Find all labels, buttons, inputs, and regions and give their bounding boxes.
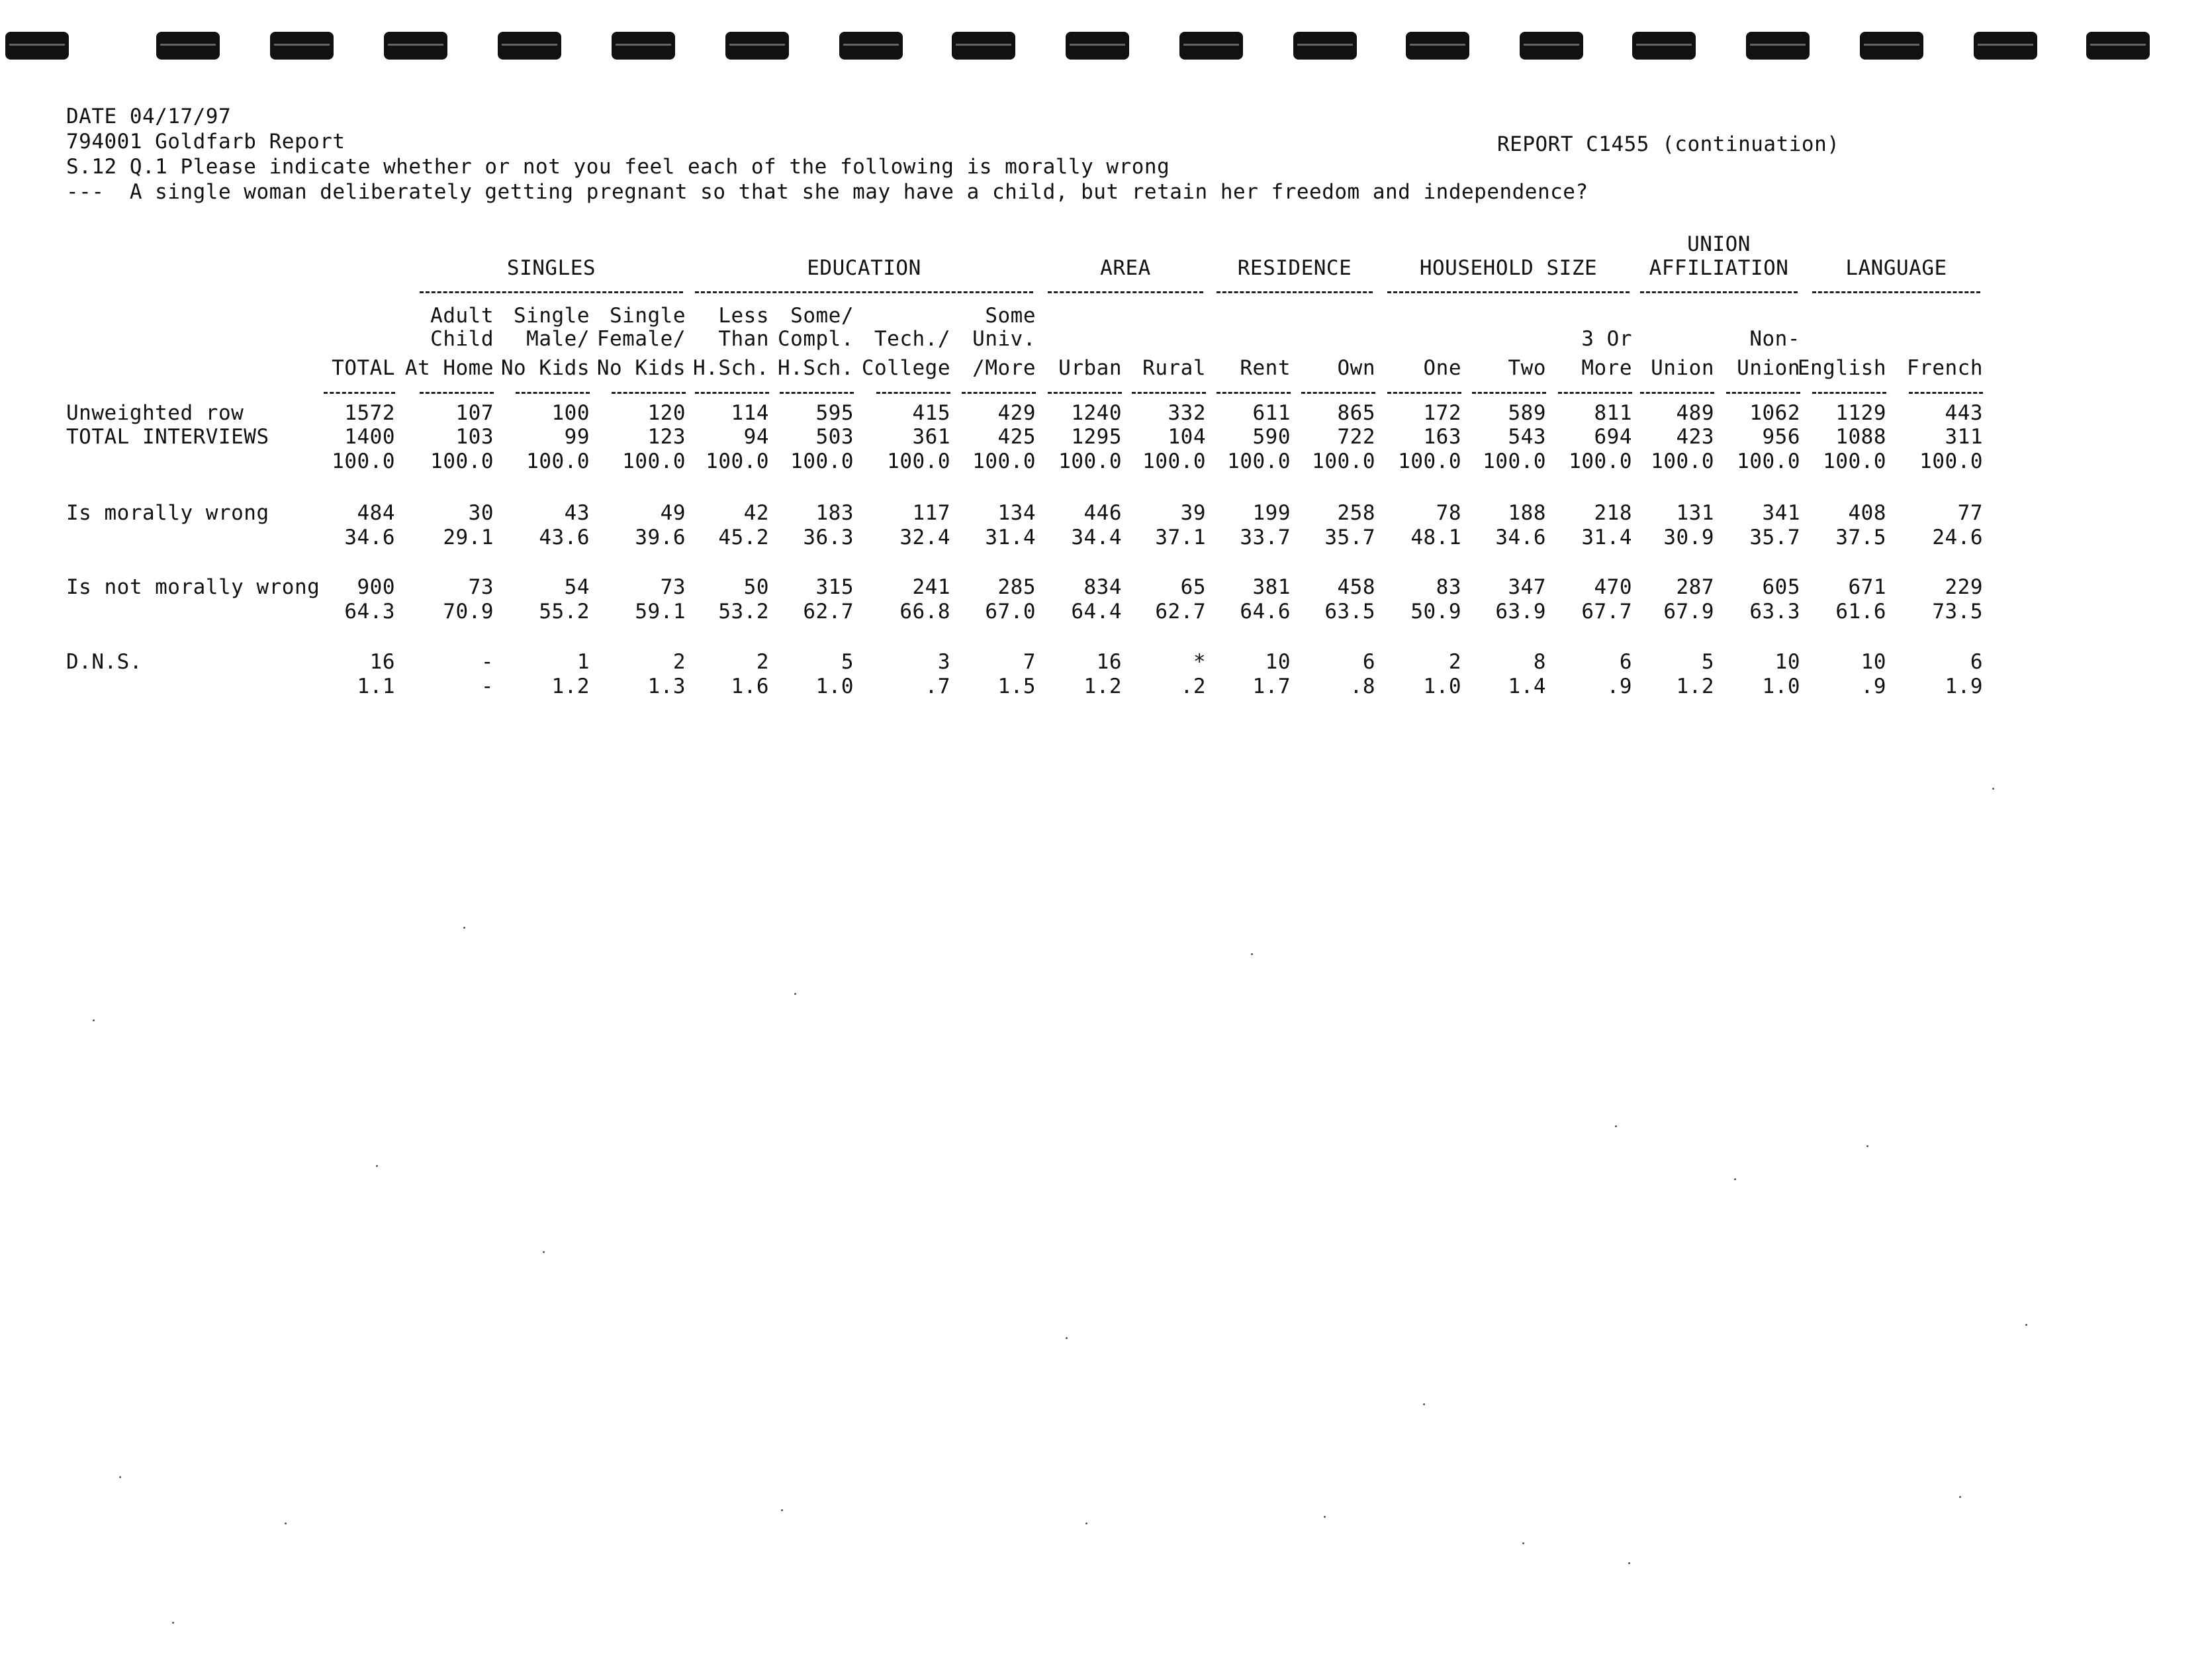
banner-underline [420, 291, 683, 293]
table-cell: 671 [1848, 575, 1886, 599]
table-cell: 36.3 [803, 526, 854, 549]
table-cell: 311 [1945, 425, 1983, 449]
table-cell: 811 [1594, 401, 1632, 425]
table-cell: 67.7 [1581, 600, 1632, 624]
table-cell: 1.2 [1083, 675, 1122, 698]
table-cell: 503 [815, 425, 854, 449]
table-cell: 37.5 [1835, 526, 1886, 549]
table-cell: 50 [743, 575, 769, 599]
scan-speck [119, 1476, 121, 1478]
table-cell: 1.6 [731, 675, 769, 698]
table-cell: 66.8 [899, 600, 950, 624]
table-cell: 611 [1252, 401, 1291, 425]
table-cell: 10 [1265, 650, 1291, 674]
table-cell: 423 [1676, 425, 1714, 449]
table-cell: 35.7 [1749, 526, 1800, 549]
table-cell: 100.0 [1569, 449, 1632, 473]
scan-speck [172, 1622, 174, 1624]
table-cell: 605 [1762, 575, 1800, 599]
table-cell: 53.2 [718, 600, 769, 624]
scan-speck [1866, 1145, 1868, 1147]
table-cell: 900 [357, 575, 395, 599]
column-header-some_univ: /More [972, 356, 1036, 380]
column-underline [1726, 392, 1800, 394]
column-underline [1387, 392, 1461, 394]
table-cell: * [1193, 650, 1206, 674]
column-underline [962, 392, 1036, 394]
scan-speck [781, 1509, 783, 1511]
table-cell: .2 [1180, 675, 1206, 698]
table-cell: 100.0 [706, 449, 769, 473]
table-cell: 100.0 [430, 449, 494, 473]
table-cell: 6 [1619, 650, 1632, 674]
table-cell: 31.4 [985, 526, 1036, 549]
column-header-non_union: Union [1737, 356, 1800, 380]
column-underline [1909, 392, 1983, 394]
table-cell: 1129 [1835, 401, 1886, 425]
column-header-french: French [1907, 356, 1983, 380]
table-cell: 62.7 [1155, 600, 1206, 624]
scan-speck [1423, 1403, 1425, 1405]
scan-speck [2025, 1324, 2027, 1326]
column-underline [1301, 392, 1375, 394]
table-cell: 77 [1957, 501, 1983, 525]
table-cell: 1400 [344, 425, 395, 449]
column-header-some_univ: Univ. [972, 327, 1036, 351]
row-label: Is not morally wrong [66, 575, 320, 599]
column-underline [1217, 392, 1291, 394]
column-underline [1640, 392, 1714, 394]
table-cell: 484 [357, 501, 395, 525]
table-cell: 34.6 [1495, 526, 1546, 549]
table-cell: 65 [1180, 575, 1206, 599]
table-cell: 49 [660, 501, 686, 525]
question-item: --- A single woman deliberately getting pregnant so that she may have a child, but retain her freedom and independence? [66, 180, 1588, 204]
banner-underline [1640, 291, 1798, 293]
table-cell: 100.0 [1823, 449, 1886, 473]
banner-household: HOUSEHOLD SIZE [1419, 256, 1598, 280]
table-cell: - [481, 675, 494, 698]
table-cell: 10 [1861, 650, 1886, 674]
scan-speck [1615, 1125, 1617, 1127]
table-cell: 59.1 [635, 600, 686, 624]
table-cell: 62.7 [803, 600, 854, 624]
table-cell: 123 [647, 425, 686, 449]
column-underline [324, 392, 395, 394]
table-cell: 1 [576, 650, 590, 674]
table-cell: 39 [1180, 501, 1206, 525]
table-cell: 63.3 [1749, 600, 1800, 624]
table-cell: 73 [468, 575, 494, 599]
table-cell: 64.4 [1071, 600, 1122, 624]
question-text: S.12 Q.1 Please indicate whether or not you feel each of the following is morally wrong [66, 155, 1170, 179]
table-cell: 1.0 [1423, 675, 1461, 698]
table-cell: 361 [912, 425, 950, 449]
table-cell: 73 [660, 575, 686, 599]
table-cell: 78 [1436, 501, 1461, 525]
scan-speck [1085, 1522, 1087, 1524]
table-cell: 446 [1083, 501, 1122, 525]
table-cell: 100.0 [332, 449, 395, 473]
column-underline [780, 392, 854, 394]
table-cell: 131 [1676, 501, 1714, 525]
table-cell: 415 [912, 401, 950, 425]
table-cell: 64.3 [344, 600, 395, 624]
column-underline [516, 392, 590, 394]
scan-speck [1251, 953, 1253, 955]
table-cell: 1.2 [1676, 675, 1714, 698]
column-header-total: TOTAL [332, 356, 395, 380]
table-cell: 50.9 [1410, 600, 1461, 624]
table-cell: 229 [1945, 575, 1983, 599]
table-cell: 287 [1676, 575, 1714, 599]
table-cell: 70.9 [443, 600, 494, 624]
table-cell: 100.0 [1483, 449, 1546, 473]
scan-speck [1992, 788, 1994, 790]
column-underline [1472, 392, 1546, 394]
table-cell: 55.2 [539, 600, 590, 624]
table-cell: 100.0 [526, 449, 590, 473]
table-cell: 100.0 [1651, 449, 1714, 473]
scan-speck [1324, 1516, 1326, 1518]
table-cell: 183 [815, 501, 854, 525]
table-cell: 589 [1508, 401, 1546, 425]
table-cell: 1295 [1071, 425, 1122, 449]
table-cell: 429 [997, 401, 1036, 425]
column-header-one: One [1423, 356, 1461, 380]
column-underline [1558, 392, 1632, 394]
column-header-adult_child: At Home [404, 356, 494, 380]
table-cell: 590 [1252, 425, 1291, 449]
table-cell: 16 [1096, 650, 1122, 674]
column-header-less_hs: Than [718, 327, 769, 351]
table-cell: 120 [647, 401, 686, 425]
banner-residence: RESIDENCE [1237, 256, 1352, 280]
table-cell: 595 [815, 401, 854, 425]
table-cell: 199 [1252, 501, 1291, 525]
table-cell: 94 [743, 425, 769, 449]
table-cell: 107 [455, 401, 494, 425]
table-cell: 61.6 [1835, 600, 1886, 624]
table-cell: 2 [672, 650, 686, 674]
table-cell: 341 [1762, 501, 1800, 525]
table-cell: 1.0 [815, 675, 854, 698]
table-cell: 67.0 [985, 600, 1036, 624]
table-cell: 16 [369, 650, 395, 674]
column-underline [876, 392, 950, 394]
table-cell: 865 [1337, 401, 1375, 425]
column-header-some_univ: Some [985, 304, 1036, 328]
table-cell: 63.9 [1495, 600, 1546, 624]
table-cell: 408 [1848, 501, 1886, 525]
table-cell: - [481, 650, 494, 674]
table-cell: 5 [1701, 650, 1714, 674]
table-cell: 42 [743, 501, 769, 525]
table-cell: 8 [1533, 650, 1546, 674]
table-cell: 37.1 [1155, 526, 1206, 549]
banner-underline [1048, 291, 1203, 293]
column-header-some_compl: H.Sch. [778, 356, 854, 380]
scan-speck [1522, 1542, 1524, 1544]
table-cell: 1088 [1835, 425, 1886, 449]
row-label: Is morally wrong [66, 501, 269, 525]
column-header-rural: Rural [1142, 356, 1206, 380]
table-cell: 1.3 [647, 675, 686, 698]
table-cell: 218 [1594, 501, 1632, 525]
table-cell: 99 [564, 425, 590, 449]
table-cell: 24.6 [1932, 526, 1983, 549]
scan-speck [1959, 1496, 1961, 1498]
table-cell: 104 [1168, 425, 1206, 449]
banner-education: EDUCATION [807, 256, 921, 280]
table-cell: 32.4 [899, 526, 950, 549]
banner-language: LANGUAGE [1845, 256, 1947, 280]
column-header-less_hs: Less [718, 304, 769, 328]
table-cell: 31.4 [1581, 526, 1632, 549]
row-label: Unweighted row [66, 401, 244, 425]
table-cell: 34.6 [344, 526, 395, 549]
table-cell: 54 [564, 575, 590, 599]
table-cell: 34.4 [1071, 526, 1122, 549]
banner-underline [695, 291, 1033, 293]
column-header-less_hs: H.Sch. [693, 356, 769, 380]
column-header-three_more: More [1581, 356, 1632, 380]
table-cell: 100.0 [972, 449, 1036, 473]
table-cell: 100.0 [1142, 449, 1206, 473]
column-header-some_compl: Some/ [790, 304, 854, 328]
table-cell: 114 [731, 401, 769, 425]
column-header-adult_child: Adult [430, 304, 494, 328]
table-cell: 956 [1762, 425, 1800, 449]
table-cell: 470 [1594, 575, 1632, 599]
table-cell: 425 [997, 425, 1036, 449]
scan-speck [376, 1165, 378, 1167]
banner-union: AFFILIATION [1649, 256, 1789, 280]
column-header-adult_child: Child [430, 327, 494, 351]
table-cell: 1.1 [357, 675, 395, 698]
table-cell: 2 [756, 650, 769, 674]
table-cell: 5 [841, 650, 854, 674]
table-cell: 1.7 [1252, 675, 1291, 698]
table-cell: 241 [912, 575, 950, 599]
column-header-rent: Rent [1240, 356, 1291, 380]
table-cell: 722 [1337, 425, 1375, 449]
column-underline [1132, 392, 1206, 394]
column-header-english: English [1797, 356, 1886, 380]
table-cell: 100.0 [790, 449, 854, 473]
column-underline [420, 392, 494, 394]
banner-singles: SINGLES [506, 256, 596, 280]
table-cell: 64.6 [1240, 600, 1291, 624]
table-cell: 100.0 [1398, 449, 1461, 473]
table-cell: 48.1 [1410, 526, 1461, 549]
table-cell: 3 [937, 650, 950, 674]
table-cell: 834 [1083, 575, 1122, 599]
table-cell: 39.6 [635, 526, 686, 549]
table-cell: 30 [468, 501, 494, 525]
table-cell: 1.0 [1762, 675, 1800, 698]
column-header-two: Two [1508, 356, 1546, 380]
banner-area: AREA [1100, 256, 1151, 280]
table-cell: 100.0 [1919, 449, 1983, 473]
table-cell: 1240 [1071, 401, 1122, 425]
table-cell: .9 [1861, 675, 1886, 698]
column-underline [695, 392, 769, 394]
table-cell: 100.0 [622, 449, 686, 473]
table-cell: 285 [997, 575, 1036, 599]
table-cell: 1.4 [1508, 675, 1546, 698]
scan-speck [1628, 1562, 1630, 1564]
scan-speck [285, 1522, 287, 1524]
report-id: REPORT C1455 (continuation) [1497, 132, 1840, 156]
report-date: DATE 04/17/97 [66, 105, 232, 128]
table-cell: 458 [1337, 575, 1375, 599]
banner-union: UNION [1687, 232, 1751, 256]
scan-speck [1066, 1337, 1068, 1339]
table-cell: 100.0 [1737, 449, 1800, 473]
banner-underline [1387, 291, 1630, 293]
column-header-single_male: No Kids [500, 356, 590, 380]
scan-speck [463, 927, 465, 929]
table-cell: 83 [1436, 575, 1461, 599]
table-cell: 381 [1252, 575, 1291, 599]
crosstab-table [0, 0, 2206, 728]
table-cell: 100.0 [1058, 449, 1122, 473]
column-header-single_female: Single [610, 304, 686, 328]
table-cell: 134 [997, 501, 1036, 525]
table-cell: 33.7 [1240, 526, 1291, 549]
table-cell: 332 [1168, 401, 1206, 425]
scan-speck [794, 993, 796, 995]
table-cell: 100.0 [1227, 449, 1291, 473]
column-header-single_male: Male/ [526, 327, 590, 351]
table-cell: 172 [1423, 401, 1461, 425]
table-cell: 443 [1945, 401, 1983, 425]
column-header-own: Own [1337, 356, 1375, 380]
table-cell: 1572 [344, 401, 395, 425]
column-header-tech: Tech./ [874, 327, 950, 351]
column-header-single_male: Single [514, 304, 590, 328]
scan-speck [543, 1251, 545, 1253]
table-cell: 347 [1508, 575, 1546, 599]
table-cell: 1.9 [1945, 675, 1983, 698]
table-cell: 694 [1594, 425, 1632, 449]
row-label: TOTAL INTERVIEWS [66, 425, 269, 449]
table-cell: .9 [1606, 675, 1632, 698]
table-cell: 489 [1676, 401, 1714, 425]
table-cell: 1.2 [551, 675, 590, 698]
table-cell: 10 [1774, 650, 1800, 674]
table-cell: 1062 [1749, 401, 1800, 425]
table-cell: 1.5 [997, 675, 1036, 698]
table-cell: 67.9 [1663, 600, 1714, 624]
column-underline [612, 392, 686, 394]
scan-speck [1734, 1178, 1736, 1180]
banner-underline [1217, 291, 1373, 293]
table-cell: 100.0 [1312, 449, 1375, 473]
table-cell: 163 [1423, 425, 1461, 449]
report-title: 794001 Goldfarb Report [66, 130, 345, 154]
table-cell: 103 [455, 425, 494, 449]
table-cell: 6 [1970, 650, 1983, 674]
table-cell: .8 [1350, 675, 1375, 698]
column-underline [1812, 392, 1886, 394]
table-cell: 29.1 [443, 526, 494, 549]
table-cell: 45.2 [718, 526, 769, 549]
table-cell: 258 [1337, 501, 1375, 525]
column-header-union_col: Union [1651, 356, 1714, 380]
column-header-tech: College [861, 356, 950, 380]
scan-speck [93, 1019, 95, 1021]
column-header-three_more: 3 Or [1581, 327, 1632, 351]
column-header-some_compl: Compl. [778, 327, 854, 351]
table-cell: 6 [1362, 650, 1375, 674]
column-header-urban: Urban [1058, 356, 1122, 380]
table-cell: 35.7 [1324, 526, 1375, 549]
table-cell: 63.5 [1324, 600, 1375, 624]
table-cell: 73.5 [1932, 600, 1983, 624]
row-label: D.N.S. [66, 650, 142, 674]
table-cell: 100.0 [887, 449, 950, 473]
table-cell: 188 [1508, 501, 1546, 525]
column-header-single_female: No Kids [596, 356, 686, 380]
table-cell: 43.6 [539, 526, 590, 549]
table-cell: 117 [912, 501, 950, 525]
table-cell: 43 [564, 501, 590, 525]
column-underline [1048, 392, 1122, 394]
table-cell: 100 [551, 401, 590, 425]
table-cell: 2 [1448, 650, 1461, 674]
column-header-non_union: Non- [1749, 327, 1800, 351]
table-cell: .7 [925, 675, 950, 698]
table-cell: 543 [1508, 425, 1546, 449]
table-cell: 30.9 [1663, 526, 1714, 549]
table-cell: 315 [815, 575, 854, 599]
table-cell: 7 [1023, 650, 1036, 674]
column-header-single_female: Female/ [596, 327, 686, 351]
banner-underline [1812, 291, 1980, 293]
